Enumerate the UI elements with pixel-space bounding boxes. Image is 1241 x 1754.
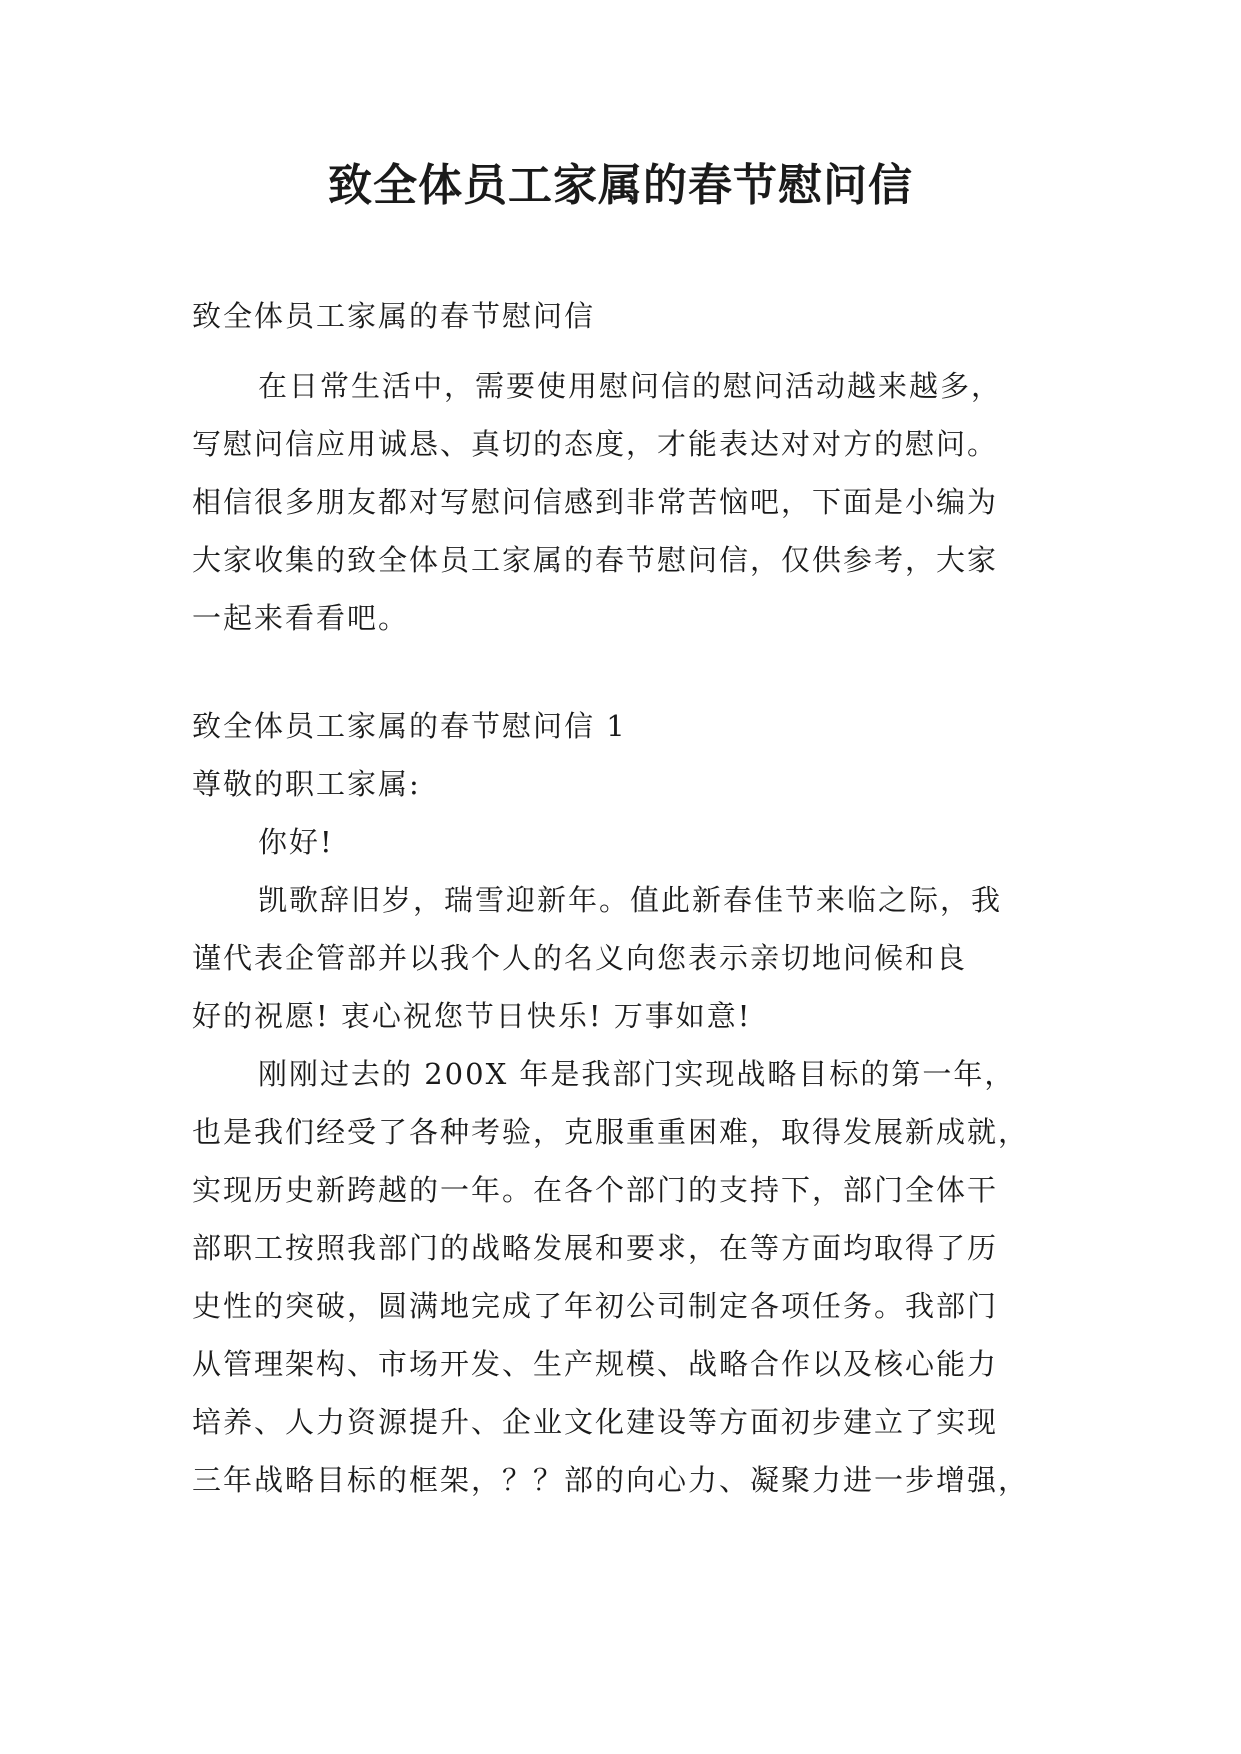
- salutation: 尊敬的职工家属:: [192, 767, 421, 801]
- intro-line: 一起来看看吧。: [192, 601, 410, 635]
- intro-line: 写慰问信应用诚恳、真切的态度，才能表达对对方的慰问。: [192, 427, 999, 461]
- paragraph-line: 凯歌辞旧岁，瑞雪迎新年。值此新春佳节来临之际，我: [258, 883, 1003, 917]
- paragraph-line: 培养、人力资源提升、企业文化建设等方面初步建立了实现: [192, 1405, 999, 1439]
- paragraph-line: 从管理架构、市场开发、生产规模、战略合作以及核心能力: [192, 1347, 999, 1381]
- letter-heading: 致全体员工家属的春节慰问信 1: [192, 709, 627, 743]
- paragraph-line: 三年战略目标的框架，？？部的向心力、凝聚力进一步增强，: [192, 1463, 1030, 1497]
- paragraph-line: 好的祝愿! 衷心祝您节日快乐! 万事如意!: [192, 999, 752, 1033]
- paragraph-line: 刚刚过去的 200X 年是我部门实现战略目标的第一年，: [258, 1057, 1016, 1091]
- intro-line: 大家收集的致全体员工家属的春节慰问信，仅供参考，大家: [192, 543, 999, 577]
- paragraph-line: 史性的突破，圆满地完成了年初公司制定各项任务。我部门: [192, 1289, 999, 1323]
- greeting: 你好!: [258, 825, 334, 859]
- paragraph-line: 谨代表企管部并以我个人的名义向您表示亲切地问候和良: [192, 941, 968, 975]
- paragraph-line: 实现历史新跨越的一年。在各个部门的支持下，部门全体干: [192, 1173, 999, 1207]
- paragraph-line: 也是我们经受了各种考验，克服重重困难，取得发展新成就，: [192, 1115, 1030, 1149]
- paragraph-line: 部职工按照我部门的战略发展和要求，在等方面均取得了历: [192, 1231, 999, 1265]
- document-title: 致全体员工家属的春节慰问信: [328, 160, 913, 211]
- intro-line: 在日常生活中，需要使用慰问信的慰问活动越来越多，: [258, 369, 1003, 403]
- document-subtitle: 致全体员工家属的春节慰问信: [192, 299, 596, 333]
- intro-line: 相信很多朋友都对写慰问信感到非常苦恼吧，下面是小编为: [192, 485, 999, 519]
